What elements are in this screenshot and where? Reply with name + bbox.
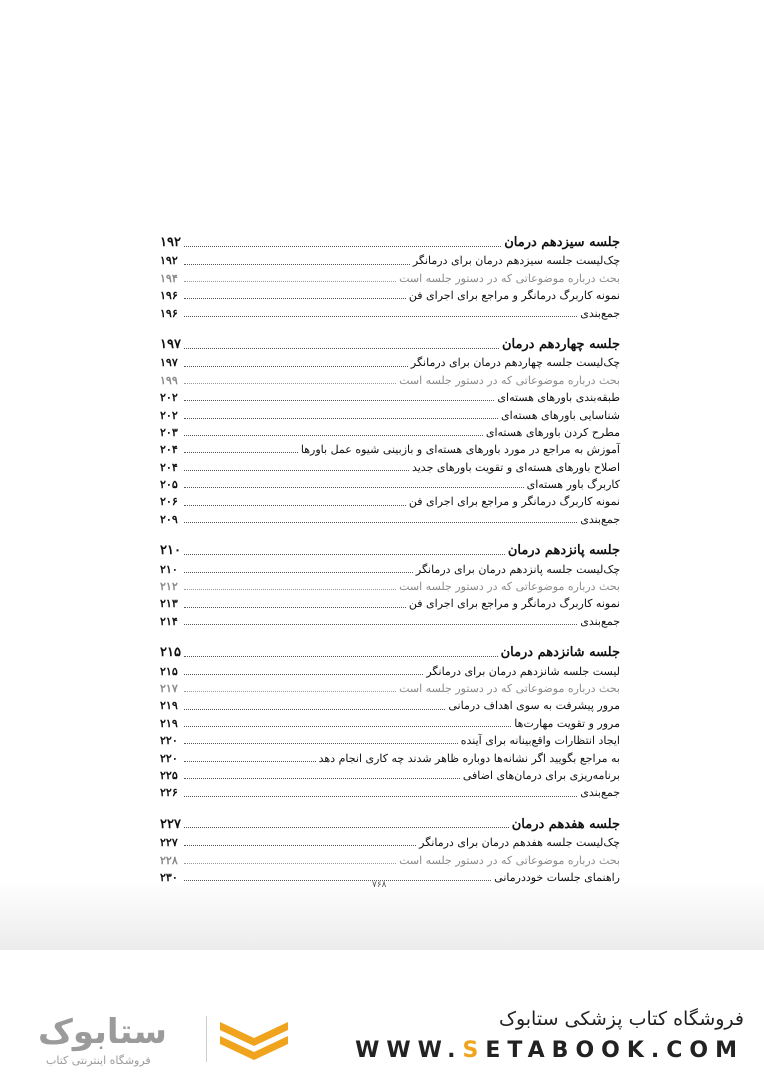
toc-entry-title: مرور پیشرفت به سوی اهداف درمانی xyxy=(448,699,620,713)
toc-entry-title: آموزش به مراجع در مورد باورهای هسته‌ای و بازبینی شیوه عمل باورها xyxy=(300,443,620,457)
toc-entry-title: جلسه شانزدهم درمان xyxy=(500,645,620,661)
dot-leader xyxy=(184,880,491,881)
toc-entry-page: ۱۹۲ xyxy=(160,254,178,268)
dot-leader xyxy=(184,691,396,692)
toc-entry[interactable] xyxy=(160,852,620,869)
toc-entry[interactable] xyxy=(160,511,620,528)
toc-entry-title: بحث درباره موضوعاتی که در دستور جلسه است xyxy=(399,373,620,387)
toc-entry-page: ۲۰۹ xyxy=(160,512,178,526)
toc-entry-page: ۲۲۶ xyxy=(160,786,178,800)
logo-wordmark: ستابوک xyxy=(38,1012,167,1052)
dot-leader xyxy=(184,607,406,608)
dot-leader xyxy=(184,761,316,762)
toc-entry-title: جلسه سیزدهم درمان xyxy=(504,235,620,250)
dot-leader xyxy=(184,435,483,436)
toc-entry-page: ۲۱۳ xyxy=(160,597,178,611)
dot-leader xyxy=(184,452,298,453)
toc-entry[interactable] xyxy=(160,372,620,389)
toc-entry[interactable] xyxy=(160,252,620,269)
toc-entry-title: جلسه چهاردهم درمان xyxy=(501,336,620,352)
toc-entry-page: ۲۲۰ xyxy=(160,751,178,765)
toc-section-heading[interactable] xyxy=(160,336,620,354)
toc-entry-title: جمع‌بندی xyxy=(580,786,620,800)
dot-leader xyxy=(184,400,494,401)
toc-entry-page: ۱۹۷ xyxy=(160,336,181,352)
dot-leader xyxy=(184,778,460,779)
toc-section xyxy=(160,542,620,630)
toc-entry-title: جلسه هفدهم درمان xyxy=(511,816,620,832)
toc-entry[interactable] xyxy=(160,715,620,732)
toc-entry-title: جمع‌بندی xyxy=(580,306,620,320)
toc-entry[interactable] xyxy=(160,663,620,680)
toc-entry-page: ۱۹۶ xyxy=(160,289,178,303)
toc-section xyxy=(160,644,620,802)
toc-entry[interactable] xyxy=(160,389,620,406)
dot-leader xyxy=(184,264,410,265)
url-suffix: ETABOOK.COM xyxy=(485,1038,744,1063)
toc-entry[interactable] xyxy=(160,869,620,886)
dot-leader xyxy=(184,656,498,657)
toc-entry[interactable] xyxy=(160,476,620,493)
toc-section-heading[interactable] xyxy=(160,816,620,834)
toc-entry-title: مرور و تقویت مهارت‌ها xyxy=(514,716,620,730)
dot-leader xyxy=(184,383,396,384)
toc-entry[interactable] xyxy=(160,834,620,851)
toc-entry-title: چک‌لیست جلسه پانزدهم درمان برای درمانگر xyxy=(415,562,620,576)
toc-section-heading[interactable] xyxy=(160,542,620,560)
dot-leader xyxy=(184,863,396,864)
toc-entry-title: چک‌لیست جلسه هفدهم درمان برای درمانگر xyxy=(419,836,620,850)
dot-leader xyxy=(184,674,423,675)
toc-entry-page: ۲۰۶ xyxy=(160,495,178,509)
dot-leader xyxy=(184,470,409,471)
toc-entry-page: ۲۲۸ xyxy=(160,853,178,867)
toc-entry-title: نمونه کاربرگ درمانگر و مراجع برای اجرای فن xyxy=(408,289,620,303)
toc-entry[interactable] xyxy=(160,697,620,714)
toc-entry[interactable] xyxy=(160,680,620,697)
toc-entry-page: ۲۰۴ xyxy=(160,443,178,457)
toc-entry[interactable] xyxy=(160,732,620,749)
toc-entry-page: ۲۰۴ xyxy=(160,460,178,474)
toc-entry[interactable] xyxy=(160,595,620,612)
toc-entry-title: جمع‌بندی xyxy=(580,512,620,526)
dot-leader xyxy=(184,845,416,846)
toc-entry-title: چک‌لیست جلسه چهاردهم درمان برای درمانگر xyxy=(410,356,620,370)
toc-entry[interactable] xyxy=(160,750,620,767)
toc-entry[interactable] xyxy=(160,613,620,630)
logo-divider xyxy=(206,1016,207,1062)
toc-entry-title: طبقه‌بندی باورهای هسته‌ای xyxy=(497,391,620,405)
toc-entry-title: نمونه کاربرگ درمانگر و مراجع برای اجرای فن xyxy=(408,495,620,509)
toc-entry-title: راهنمای جلسات خوددرمانی xyxy=(494,870,620,884)
toc-entry-title: بحث درباره موضوعاتی که در دستور جلسه است xyxy=(399,853,620,867)
toc-entry[interactable] xyxy=(160,493,620,510)
dot-leader xyxy=(184,348,499,349)
toc-entry[interactable] xyxy=(160,270,620,287)
toc-entry[interactable] xyxy=(160,767,620,784)
toc-entry-title: کاربرگ باور هسته‌ای xyxy=(526,478,620,492)
store-banner xyxy=(0,996,764,1080)
url-accent: S xyxy=(462,1038,486,1063)
toc-entry-page: ۱۹۲ xyxy=(160,235,181,250)
toc-entry-title: شناسایی باورهای هسته‌ای xyxy=(501,408,620,422)
toc-entry-title: به مراجع بگویید اگر نشانه‌ها دوباره ظاهر شدند چه کاری انجام دهد xyxy=(318,751,620,765)
url-prefix: WWW. xyxy=(355,1038,463,1063)
dot-leader xyxy=(184,316,577,317)
toc-entry-page: ۲۲۵ xyxy=(160,768,178,782)
dot-leader xyxy=(184,796,577,797)
toc-entry-page: ۲۱۹ xyxy=(160,716,178,730)
toc-entry-title: برنامه‌ریزی برای درمان‌های اضافی xyxy=(462,768,620,782)
toc-entry-page: ۲۱۵ xyxy=(160,664,178,678)
dot-leader xyxy=(184,487,524,488)
toc-entry-page: ۲۲۷ xyxy=(160,836,178,850)
book-stack-icon xyxy=(216,1016,292,1066)
toc-entry[interactable] xyxy=(160,441,620,458)
toc-entry-page: ۲۱۲ xyxy=(160,580,178,594)
toc-entry-page: ۲۱۹ xyxy=(160,699,178,713)
dot-leader xyxy=(184,743,458,744)
dot-leader xyxy=(184,522,577,523)
store-url[interactable] xyxy=(355,1038,744,1063)
toc-entry-title: مطرح کردن باورهای هسته‌ای xyxy=(485,425,620,439)
dot-leader xyxy=(184,624,577,625)
dot-leader xyxy=(184,554,505,555)
toc-entry[interactable] xyxy=(160,459,620,476)
toc-entry-title: جمع‌بندی xyxy=(580,614,620,628)
toc-entry-title: بحث درباره موضوعاتی که در دستور جلسه است xyxy=(399,681,620,695)
dot-leader xyxy=(184,366,408,367)
toc-entry-title: بحث درباره موضوعاتی که در دستور جلسه است xyxy=(399,580,620,594)
toc-entry[interactable] xyxy=(160,561,620,578)
dot-leader xyxy=(184,418,498,419)
toc-entry-title: نمونه کاربرگ درمانگر و مراجع برای اجرای فن xyxy=(408,597,620,611)
toc-entry-page: ۱۹۹ xyxy=(160,373,178,387)
toc-entry[interactable] xyxy=(160,305,620,322)
toc-entry-page: ۲۱۴ xyxy=(160,614,178,628)
toc-entry[interactable] xyxy=(160,287,620,304)
toc-entry-title: بحث درباره موضوعاتی که در دستور جلسه است xyxy=(399,271,620,285)
toc-entry-page: ۲۰۳ xyxy=(160,425,178,439)
toc-section-heading[interactable] xyxy=(160,644,620,662)
toc-entry-page: ۲۱۵ xyxy=(160,645,181,661)
toc-entry[interactable] xyxy=(160,354,620,371)
toc-entry[interactable] xyxy=(160,578,620,595)
store-info xyxy=(355,1008,744,1063)
page-number: ۷۶۸ xyxy=(372,880,387,890)
toc-entry-page: ۱۹۷ xyxy=(160,356,178,370)
toc-entry-title: اصلاح باورهای هسته‌ای و تقویت باورهای جدید xyxy=(411,460,620,474)
logo-tagline: فروشگاه اینترنتی کتاب xyxy=(46,1054,151,1067)
toc-entry-page: ۲۰۲ xyxy=(160,391,178,405)
dot-leader xyxy=(184,589,396,590)
toc-entry-title: جلسه پانزدهم درمان xyxy=(507,543,620,559)
store-name: فروشگاه کتاب پزشکی ستابوک xyxy=(498,1008,744,1030)
toc-entry-page: ۲۳۰ xyxy=(160,870,178,884)
toc-entry-page: ۲۲۷ xyxy=(160,816,181,832)
dot-leader xyxy=(184,246,501,247)
toc-entry-title: لیست جلسه شانزدهم درمان برای درمانگر xyxy=(426,664,620,678)
toc-entry-page: ۱۹۴ xyxy=(160,271,178,285)
toc-entry[interactable] xyxy=(160,424,620,441)
toc-entry-title: چک‌لیست جلسه سیزدهم درمان برای درمانگر xyxy=(412,254,620,268)
dot-leader xyxy=(184,281,396,282)
dot-leader xyxy=(184,298,406,299)
toc-entry-page: ۲۱۰ xyxy=(160,543,181,559)
toc-entry[interactable] xyxy=(160,784,620,801)
dot-leader xyxy=(184,505,406,506)
toc-section xyxy=(160,816,620,887)
toc-entry-page: ۲۰۲ xyxy=(160,408,178,422)
toc-entry-page: ۲۲۰ xyxy=(160,734,178,748)
table-of-contents xyxy=(160,234,620,900)
dot-leader xyxy=(184,709,445,710)
dot-leader xyxy=(184,726,511,727)
toc-entry[interactable] xyxy=(160,407,620,424)
dot-leader xyxy=(184,827,509,828)
toc-section xyxy=(160,234,620,322)
toc-section xyxy=(160,336,620,528)
setabook-logo[interactable] xyxy=(38,1012,198,1074)
toc-section-heading[interactable] xyxy=(160,234,620,252)
toc-entry-page: ۲۱۷ xyxy=(160,681,178,695)
toc-entry-title: ایجاد انتظارات واقع‌بینانه برای آینده xyxy=(460,734,620,748)
toc-entry-page: ۲۰۵ xyxy=(160,478,178,492)
dot-leader xyxy=(184,572,413,573)
toc-entry-page: ۲۱۰ xyxy=(160,562,178,576)
toc-entry-page: ۱۹۶ xyxy=(160,306,178,320)
